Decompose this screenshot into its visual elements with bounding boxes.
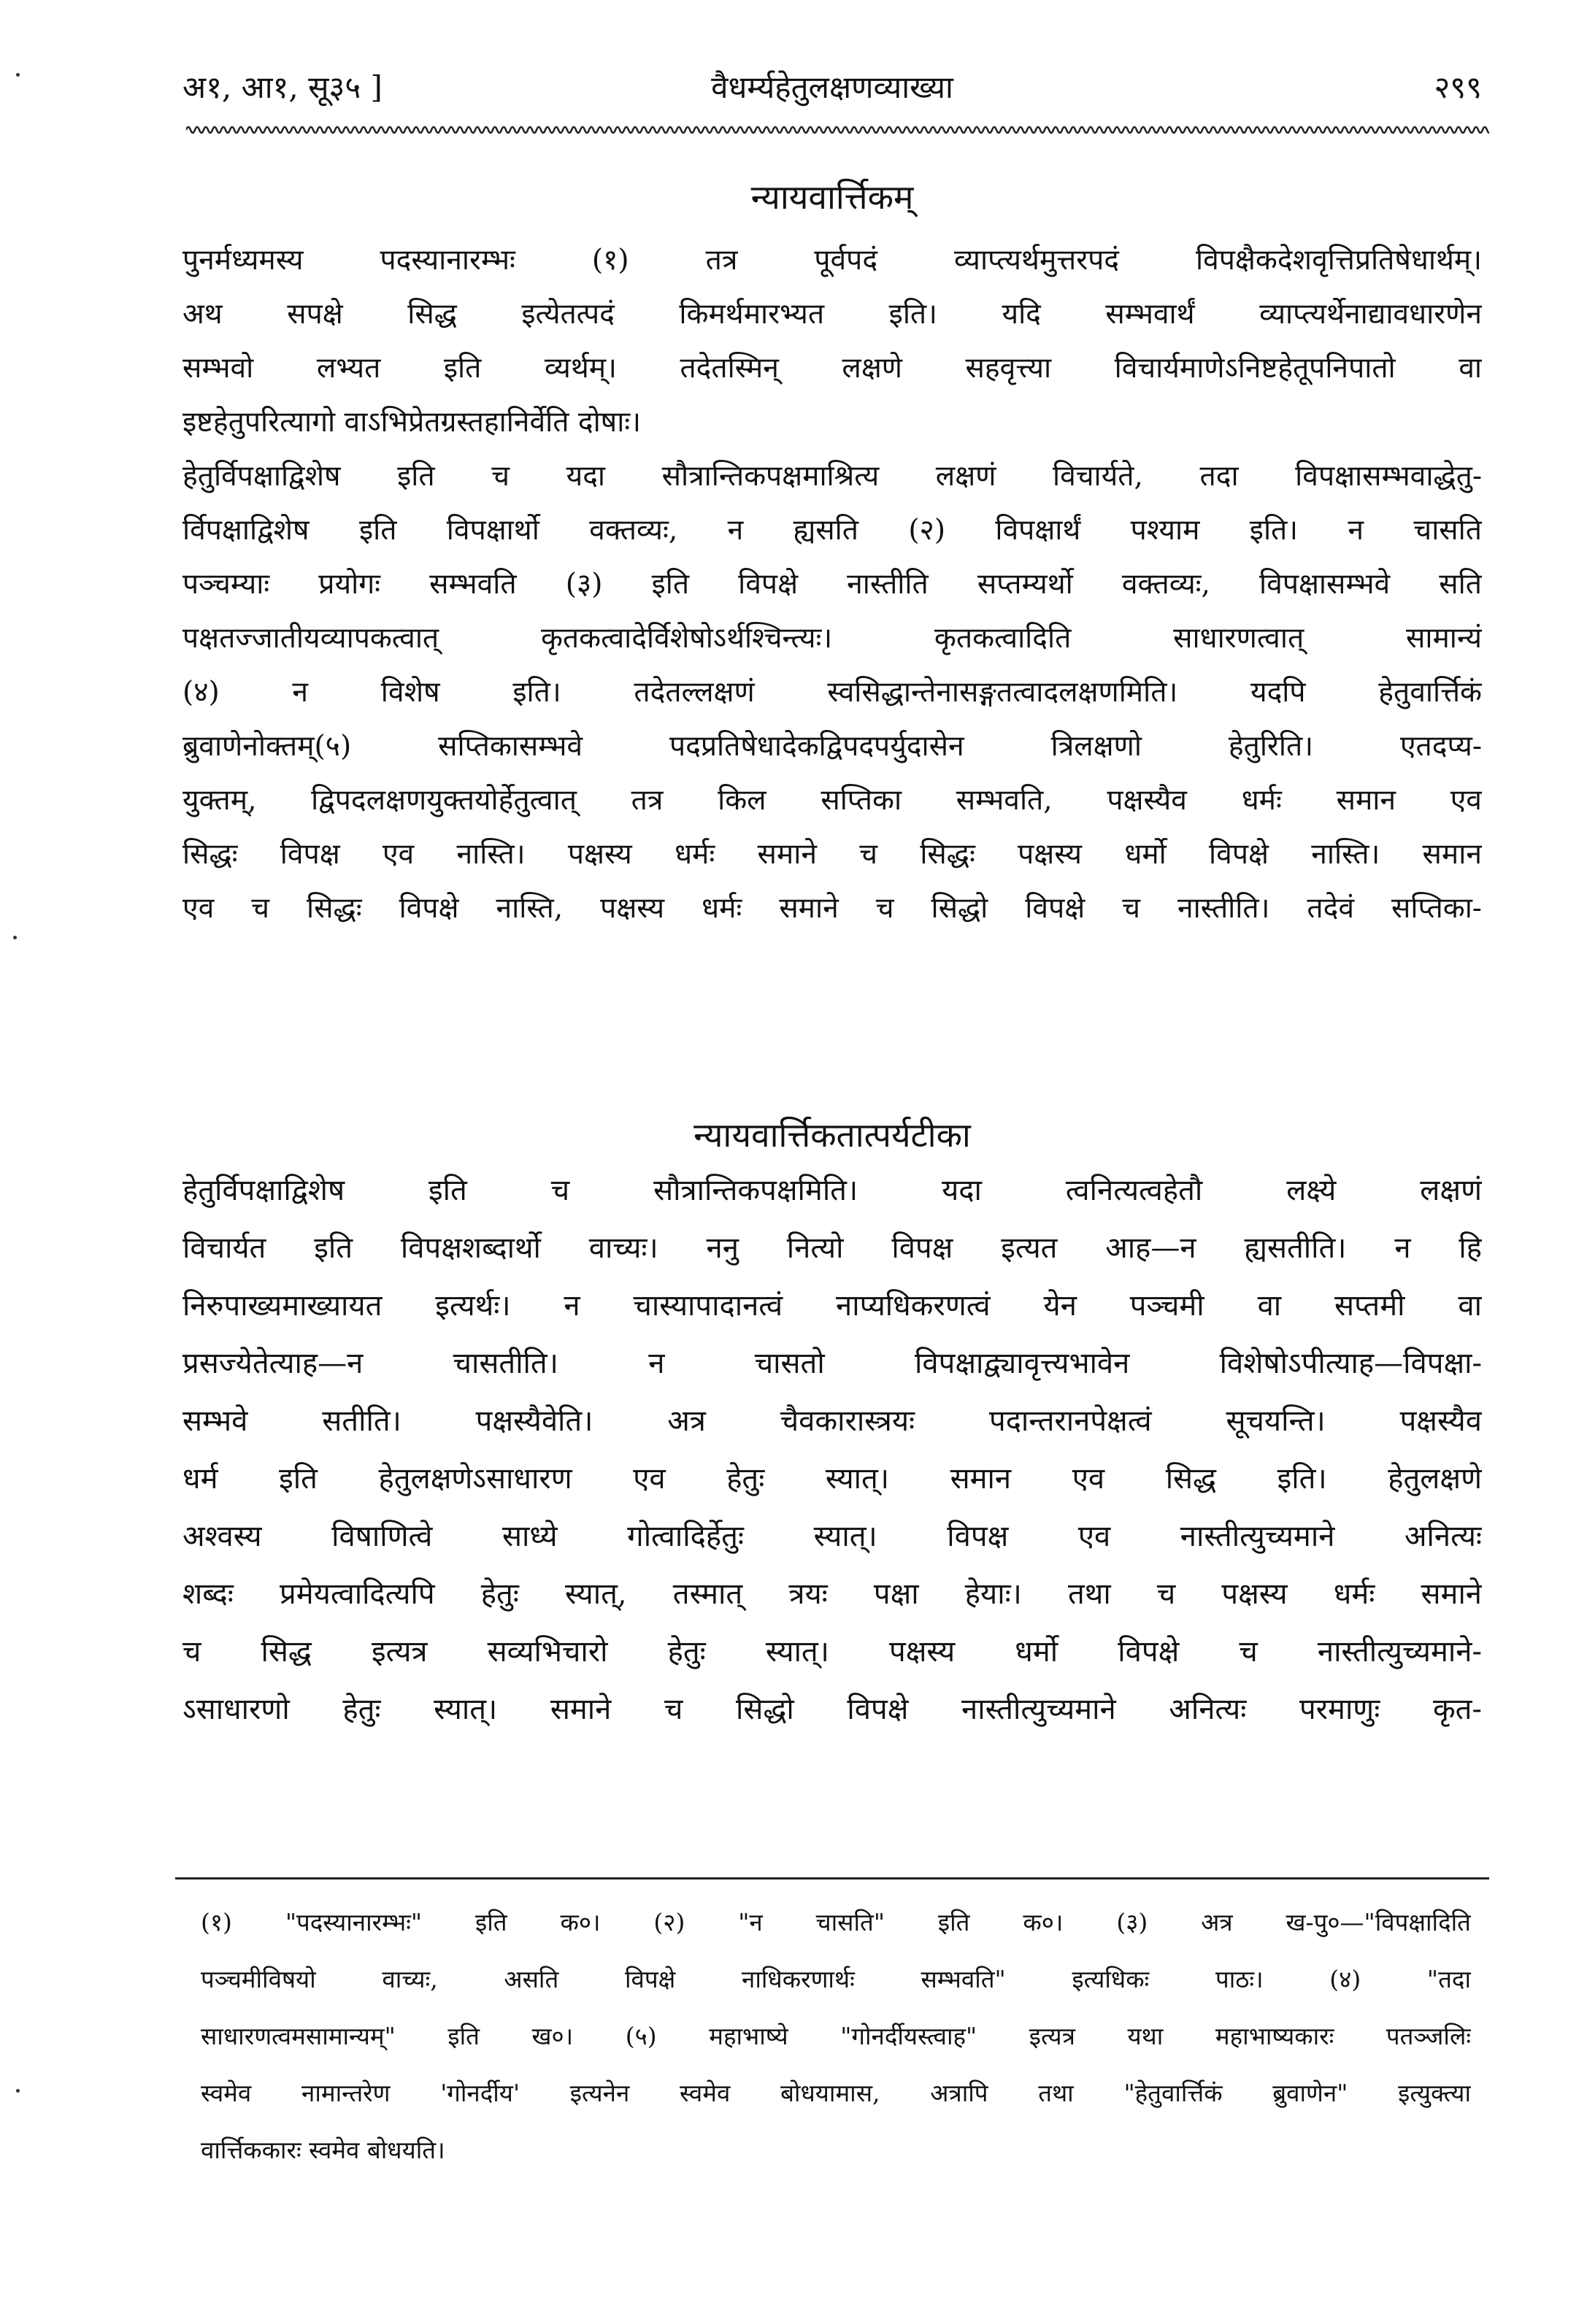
tika-text	[182, 1162, 1482, 1739]
margin-speck	[16, 2089, 20, 2093]
vartika-line: पञ्चम्याः प्रयोगः सम्भवति (३) इति विपक्षे नास्तीति सप्तम्यर्थो वक्तव्यः, विपक्षासम्भवे सति	[182, 568, 1482, 601]
footnote-line: (१) "पदस्यानारम्भः" इति क०। (२) "न चासति" इति क०। (३) अत्र ख-पु०—"विपक्षादिति	[201, 1908, 1471, 1936]
tika-line: सम्भवे सतीति। पक्षस्यैवेति। अत्र चैवकारास्त्रयः पदान्तरानपेक्षत्वं सूचयन्ति। पक्षस्यैव	[182, 1404, 1482, 1438]
header-title: वैधर्म्यहेतुलक्षणव्याख्या	[711, 69, 953, 105]
footnote-line: पञ्चमीविषयो वाच्यः, असति विपक्षे नाधिकरणार्थः सम्भवति" इत्यधिकः पाठः। (४) "तदा	[201, 1965, 1471, 1993]
tika-line: हेतुर्विपक्षाद्विशेष इति च सौत्रान्तिकपक्षमिति। यदा त्वनित्यत्वहेतौ लक्ष्ये लक्षणं	[182, 1174, 1482, 1207]
tika-line: ऽसाधारणो हेतुः स्यात्। समाने च सिद्धो विपक्षे नास्तीत्युच्यमाने अनित्यः परमाणुः कृत-	[182, 1693, 1482, 1726]
footnote-rule	[175, 1877, 1489, 1879]
tika-line: च सिद्ध इत्यत्र सव्यभिचारो हेतुः स्यात्। पक्षस्य धर्मो विपक्षे च नास्तीत्युच्यमाने-	[182, 1635, 1482, 1669]
vartika-line: अथ सपक्षे सिद्ध इत्येतत्पदं किमर्थमारभ्यत इति। यदि सम्भवार्थं व्याप्त्यर्थेनाद्यावधारणेन	[182, 298, 1482, 331]
tika-line: शब्दः प्रमेयत्वादित्यपि हेतुः स्यात्, तस्मात् त्रयः पक्षा हेयाः। तथा च पक्षस्य धर्मः समाने	[182, 1577, 1482, 1611]
vartika-line: (४) न विशेष इति। तदेतल्लक्षणं स्वसिद्धान्तेनासङ्गतत्वादलक्षणमिति। यदपि हेतुवार्त्तिकं	[182, 676, 1482, 709]
vartika-line: सम्भवो लभ्यत इति व्यर्थम्। तदेतस्मिन् लक्षणे सहवृत्त्या विचार्यमाणेऽनिष्टहेतूपनिपातो वा	[182, 352, 1482, 385]
vartika-title: न्यायवार्त्तिकम्	[750, 177, 914, 217]
header-reference: अ१, आ१, सू३५ ]	[182, 69, 383, 105]
footnote-line: वार्त्तिककारः स्वमेव बोधयति।	[201, 2136, 445, 2164]
tika-line: निरुपाख्यमाख्यायत इत्यर्थः। न चास्यापादानत्वं नाप्यधिकरणत्वं येन पञ्चमी वा सप्तमी वा	[182, 1289, 1482, 1323]
vartika-line: युक्तम्, द्विपदलक्षणयुक्तयोर्हेतुत्वात् तत्र किल सप्तिका सम्भवति, पक्षस्यैव धर्मः समान एव	[182, 784, 1482, 817]
vartika-line: इष्टहेतुपरित्यागो वाऽभिप्रेतग्रस्तहानिर्वेति दोषाः।	[182, 406, 641, 439]
vartika-line: र्विपक्षाद्विशेष इति विपक्षार्थो वक्तव्यः, न ह्यसति (२) विपक्षार्थं पश्याम इति। न चासति	[182, 514, 1482, 547]
footnote-line: स्वमेव नामान्तरेण 'गोनर्दीय' इत्यनेन स्वमेव बोधयामास, अत्रापि तथा "हेतुवार्त्तिकं ब्रुवाणेन" इत्युक्त्या	[201, 2079, 1471, 2107]
vartika-line: हेतुर्विपक्षाद्विशेष इति च यदा सौत्रान्तिकपक्षमाश्रित्य लक्षणं विचार्यते, तदा विपक्षासम्भवाद्धेतु-	[182, 460, 1482, 493]
vartika-text	[182, 234, 1482, 936]
margin-speck	[16, 73, 20, 77]
vartika-line: ब्रुवाणेनोक्तम्(५) सप्तिकासम्भवे पदप्रतिषेधादेकद्विपदपर्युदासेन त्रिलक्षणो हेतुरिति। एतदप्य-	[182, 730, 1482, 763]
vartika-line: एव च सिद्धः विपक्षे नास्ति, पक्षस्य धर्मः समाने च सिद्धो विपक्षे च नास्तीति। तदेवं सप्तिका-	[182, 892, 1482, 925]
tika-line: अश्वस्य विषाणित्वे साध्ये गोत्वादिर्हेतुः स्यात्। विपक्ष एव नास्तीत्युच्यमाने अनित्यः	[182, 1520, 1482, 1553]
footnote-line: साधारणत्वमसामान्यम्" इति ख०। (५) महाभाष्ये "गोनर्दीयस्त्वाह" इत्यत्र यथा महाभाष्यकारः पतञ्जलिः	[201, 2022, 1471, 2050]
tika-line: प्रसज्येतेत्याह—न चासतीति। न चासतो विपक्षाद्व्यावृत्त्यभावेन विशेषोऽपीत्याह—विपक्षा-	[182, 1347, 1482, 1380]
tika-line: धर्म इति हेतुलक्षणेऽसाधारण एव हेतुः स्यात्। समान एव सिद्ध इति। हेतुलक्षणे	[182, 1462, 1482, 1496]
vartika-line: पुनर्मध्यमस्य पदस्यानारम्भः (१) तत्र पूर्वपदं व्याप्त्यर्थमुत्तरपदं विपक्षैकदेशवृत्तिप्रतिषेधार्थम्।	[182, 244, 1482, 277]
tika-line: विचार्यत इति विपक्षशब्दार्थो वाच्यः। ननु नित्यो विपक्ष इत्यत आह—न ह्यसतीति। न हि	[182, 1231, 1482, 1265]
tika-title: न्यायवार्त्तिकतात्पर्यटीका	[693, 1115, 971, 1155]
vartika-line: सिद्धः विपक्ष एव नास्ति। पक्षस्य धर्मः समाने च सिद्धः पक्षस्य धर्मो विपक्षे नास्ति। समान	[182, 838, 1482, 871]
margin-speck	[13, 936, 17, 939]
footnotes	[201, 1894, 1471, 2179]
page-number: २९९	[1434, 69, 1482, 105]
vartika-line: पक्षतज्जातीयव्यापकत्वात् कृतकत्वादेर्विशेषोऽर्थश्चिन्त्यः। कृतकत्वादिति साधारणत्वात् सामान्यं	[182, 622, 1482, 655]
running-header	[182, 58, 1482, 117]
header-wavy-rule	[186, 123, 1489, 137]
